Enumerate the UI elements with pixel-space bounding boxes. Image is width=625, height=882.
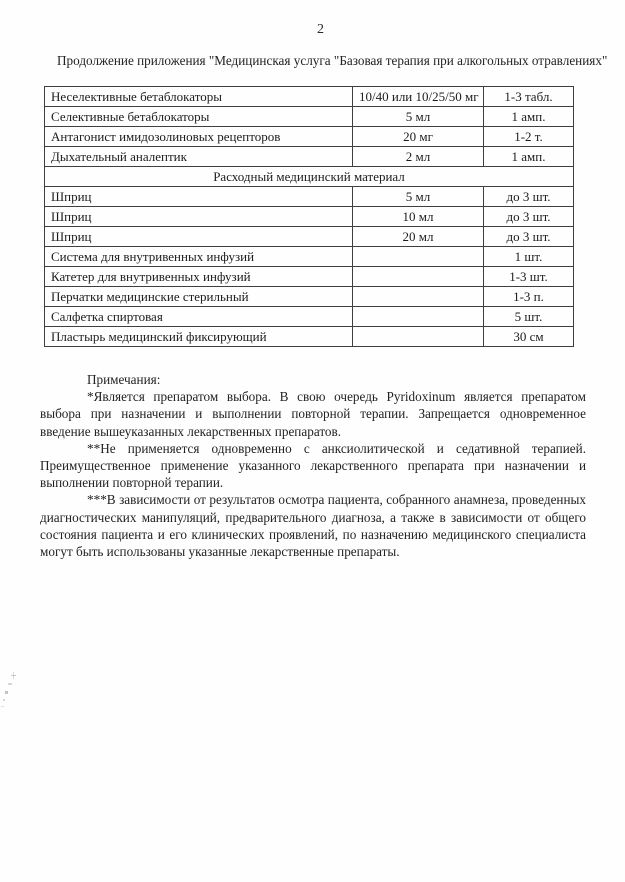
cell-dose bbox=[353, 307, 484, 327]
cell-qty: 30 см bbox=[484, 327, 574, 347]
cell-dose: 5 мл bbox=[353, 187, 484, 207]
cell-qty: до 3 шт. bbox=[484, 187, 574, 207]
cell-name: Пластырь медицинский фиксирующий bbox=[45, 327, 353, 347]
table-body bbox=[45, 87, 574, 347]
cell-dose: 2 мл bbox=[353, 147, 484, 167]
cell-name: Перчатки медицинские стерильный bbox=[45, 287, 353, 307]
scan-artifact bbox=[13, 672, 14, 679]
cell-qty: 1-3 табл. bbox=[484, 87, 574, 107]
cell-name: Шприц bbox=[45, 207, 353, 227]
cell-dose bbox=[353, 267, 484, 287]
table-row bbox=[45, 327, 574, 347]
table-row bbox=[45, 307, 574, 327]
cell-qty: до 3 шт. bbox=[484, 227, 574, 247]
cell-name: Селективные бетаблокаторы bbox=[45, 107, 353, 127]
note-paragraph-2: **Не применяется одновременно с анксиолитической и седативной терапией. Преимущественное применение указанного лекарственного препарата при назначении и выполнении повторной терапии. bbox=[40, 440, 586, 491]
scan-artifact bbox=[5, 691, 8, 694]
cell-dose: 10 мл bbox=[353, 207, 484, 227]
note-paragraph-3: ***В зависимости от результатов осмотра пациента, собранного анамнеза, проведенных диагностических манипуляций, предварительного диагноза, а также в зависимости от общего состояния пациента и его клинических проявлений, по назначению медицинского специалиста могут быть использованы указанные лекарственные препараты. bbox=[40, 492, 586, 560]
table-row bbox=[45, 187, 574, 207]
table-row bbox=[45, 147, 574, 167]
cell-qty: 1 амп. bbox=[484, 147, 574, 167]
cell-name: Шприц bbox=[45, 227, 353, 247]
cell-dose: 10/40 или 10/25/50 мг bbox=[353, 87, 484, 107]
scan-artifact bbox=[8, 683, 12, 685]
cell-qty: 1 шт. bbox=[484, 247, 574, 267]
cell-qty: 1 амп. bbox=[484, 107, 574, 127]
table-row bbox=[45, 107, 574, 127]
cell-name: Салфетка спиртовая bbox=[45, 307, 353, 327]
scan-artifact bbox=[3, 699, 5, 701]
cell-dose: 20 мг bbox=[353, 127, 484, 147]
section-header: Расходный медицинский материал bbox=[45, 167, 574, 187]
note-paragraph-1: *Является препаратом выбора. В свою очередь Pyridoxinum является препаратом выбора при назначении и выполнении повторной терапии. Запрещается одновременное введение вышеуказанных лекарственных препаратов. bbox=[40, 389, 586, 439]
cell-name: Катетер для внутривенных инфузий bbox=[45, 267, 353, 287]
cell-name: Неселективные бетаблокаторы bbox=[45, 87, 353, 107]
table-row bbox=[45, 227, 574, 247]
table-row bbox=[45, 207, 574, 227]
cell-name: Дыхательный аналептик bbox=[45, 147, 353, 167]
cell-dose: 5 мл bbox=[353, 107, 484, 127]
cell-qty: 1-3 шт. bbox=[484, 267, 574, 287]
table-row bbox=[45, 267, 574, 287]
cell-qty: 5 шт. bbox=[484, 307, 574, 327]
page-heading: Продолжение приложения "Медицинская услуга "Базовая терапия при алкогольных отравлениях" bbox=[57, 53, 608, 68]
cell-name: Шприц bbox=[45, 187, 353, 207]
table-row bbox=[45, 287, 574, 307]
page-number: 2 bbox=[317, 22, 324, 37]
cell-name: Система для внутривенных инфузий bbox=[45, 247, 353, 267]
cell-dose bbox=[353, 287, 484, 307]
cell-dose bbox=[353, 327, 484, 347]
table-row bbox=[45, 127, 574, 147]
table-section-row bbox=[45, 167, 574, 187]
cell-qty: 1-3 п. bbox=[484, 287, 574, 307]
notes-title: Примечания: bbox=[87, 372, 161, 387]
scan-artifact bbox=[1, 706, 4, 707]
cell-dose bbox=[353, 247, 484, 267]
cell-dose: 20 мл bbox=[353, 227, 484, 247]
cell-qty: до 3 шт. bbox=[484, 207, 574, 227]
table-row bbox=[45, 247, 574, 267]
cell-name: Антагонист имидозолиновых рецепторов bbox=[45, 127, 353, 147]
table-row bbox=[45, 87, 574, 107]
medical-supplies-table bbox=[44, 86, 574, 347]
cell-qty: 1-2 т. bbox=[484, 127, 574, 147]
notes-section bbox=[40, 371, 586, 560]
